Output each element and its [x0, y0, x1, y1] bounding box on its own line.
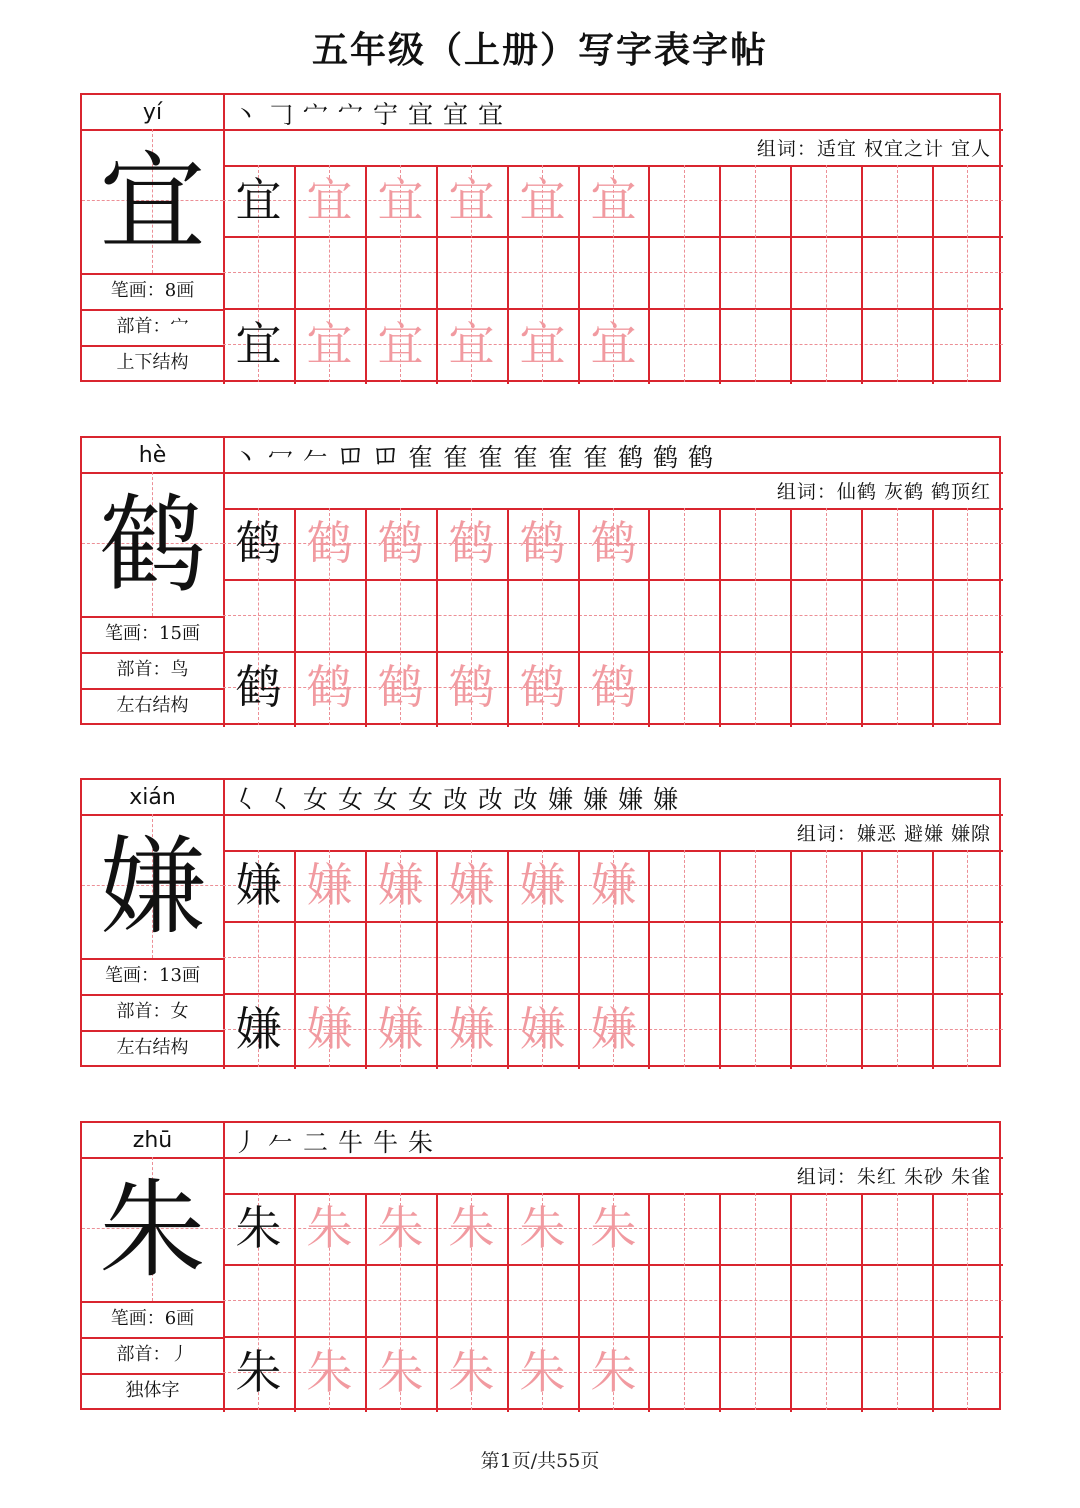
stroke-step: 妀 [442, 785, 468, 814]
word-examples: 组词：嫌恶 避嫌 嫌隙 [796, 823, 991, 845]
stroke-step: 牛 [337, 1128, 363, 1157]
trace-character: 朱 [377, 1201, 424, 1255]
stroke-step: 女 [407, 785, 433, 814]
trace-character: 嫌 [306, 1002, 353, 1056]
trace-character: 嫌 [377, 1002, 424, 1056]
stroke-step: 隺 [512, 443, 538, 472]
guide-line [897, 165, 898, 382]
character-block [80, 778, 1001, 1067]
trace-character: 嫌 [519, 1002, 566, 1056]
stroke-step: 朱 [407, 1128, 433, 1157]
stroke-order [228, 438, 718, 474]
guide-line [684, 508, 685, 725]
stroke-count: 笔画：6画 [110, 1308, 195, 1329]
trace-character: 朱 [590, 1201, 637, 1255]
character-block [80, 1121, 1001, 1410]
trace-character: 鹤 [448, 516, 495, 570]
guide-line [897, 508, 898, 725]
trace-character: 嫌 [377, 858, 424, 912]
guide-line [755, 508, 756, 725]
main-character: 鹤 [99, 484, 206, 607]
stroke-order [228, 1123, 438, 1159]
stroke-step: 隺 [442, 443, 468, 472]
guide-line [826, 508, 827, 725]
model-character: 朱 [235, 1201, 282, 1255]
trace-character: 嫌 [590, 1002, 637, 1056]
model-character: 朱 [235, 1345, 282, 1399]
stroke-step: 宀 [337, 100, 363, 129]
stroke-step: 妀 [477, 785, 503, 814]
stroke-step: 二 [302, 1128, 328, 1157]
trace-character: 宜 [377, 173, 424, 227]
trace-character: 宜 [448, 173, 495, 227]
model-character: 鹤 [235, 516, 282, 570]
guide-line [684, 165, 685, 382]
trace-character: 朱 [519, 1345, 566, 1399]
model-character: 宜 [235, 173, 282, 227]
trace-character: 嫌 [519, 858, 566, 912]
trace-character: 朱 [448, 1345, 495, 1399]
pinyin: zhū [132, 1128, 173, 1153]
stroke-step: 𡿨 [232, 785, 258, 814]
stroke-step: 宜 [407, 100, 433, 129]
grid-line [932, 850, 934, 1069]
guide-line [897, 1193, 898, 1410]
stroke-step: 丿 [232, 1128, 258, 1157]
trace-character: 鹤 [377, 660, 424, 714]
guide-line [826, 165, 827, 382]
character-block [80, 93, 1001, 382]
stroke-step: 宀 [302, 100, 328, 129]
structure: 上下结构 [116, 352, 189, 373]
trace-character: 宜 [306, 317, 353, 371]
pinyin: yí [142, 100, 163, 125]
stroke-step: 嫌 [652, 785, 678, 814]
stroke-step: 𠃌 [267, 100, 293, 129]
guide-line [897, 850, 898, 1067]
stroke-order [228, 95, 508, 131]
model-character: 嫌 [235, 858, 282, 912]
model-character: 鹤 [235, 660, 282, 714]
guide-line [684, 1193, 685, 1410]
stroke-step: 隺 [407, 443, 433, 472]
grid-line [719, 165, 721, 384]
structure: 左右结构 [116, 1037, 189, 1058]
grid-line [861, 165, 863, 384]
word-examples: 组词：朱红 朱砂 朱雀 [796, 1166, 991, 1188]
stroke-step: 𫩏 [372, 441, 398, 470]
trace-character: 嫌 [448, 1002, 495, 1056]
structure: 左右结构 [116, 695, 189, 716]
grid-line [861, 850, 863, 1069]
stroke-count: 笔画：13画 [105, 965, 200, 986]
stroke-count: 笔画：15画 [105, 623, 200, 644]
structure: 独体字 [125, 1380, 180, 1401]
trace-character: 朱 [448, 1201, 495, 1255]
trace-character: 宜 [590, 173, 637, 227]
pinyin: hè [138, 443, 167, 468]
stroke-step: 宁 [372, 100, 398, 129]
grid-line [932, 165, 934, 384]
stroke-step: 牛 [372, 1128, 398, 1157]
stroke-step: 鹤 [652, 443, 678, 472]
trace-character: 鹤 [306, 660, 353, 714]
trace-character: 朱 [306, 1345, 353, 1399]
grid-line [719, 850, 721, 1069]
guide-line [967, 1193, 968, 1410]
stroke-step: 隺 [477, 443, 503, 472]
main-character: 嫌 [99, 826, 206, 949]
guide-line [684, 850, 685, 1067]
trace-character: 朱 [519, 1201, 566, 1255]
word-examples: 组词：仙鹤 灰鹤 鹤顶红 [776, 481, 991, 503]
guide-line [755, 165, 756, 382]
stroke-step: 丶 [232, 443, 258, 472]
trace-character: 嫌 [448, 858, 495, 912]
guide-line [755, 1193, 756, 1410]
trace-character: 朱 [306, 1201, 353, 1255]
stroke-step: 嫌 [617, 785, 643, 814]
trace-character: 宜 [377, 317, 424, 371]
trace-character: 宜 [519, 317, 566, 371]
trace-character: 宜 [519, 173, 566, 227]
main-character: 朱 [99, 1169, 206, 1292]
guide-line [967, 850, 968, 1067]
radical: 部首：女 [116, 1001, 189, 1022]
stroke-step: 𠂉 [267, 1128, 293, 1157]
stroke-step: 鹤 [687, 443, 713, 472]
grid-line [932, 508, 934, 727]
radical: 部首：鸟 [116, 659, 189, 680]
page-title: 五年级（上册）写字表字帖 [311, 30, 768, 71]
grid-line [790, 165, 792, 384]
grid-line [932, 1193, 934, 1412]
trace-character: 嫌 [306, 858, 353, 912]
guide-line [755, 850, 756, 1067]
stroke-step: 嫌 [582, 785, 608, 814]
guide-line [826, 1193, 827, 1410]
guide-line [967, 165, 968, 382]
trace-character: 鹤 [306, 516, 353, 570]
stroke-step: 𠂉 [302, 443, 328, 472]
trace-character: 朱 [377, 1345, 424, 1399]
model-character: 嫌 [235, 1002, 282, 1056]
page-number: 第1页/共55页 [480, 1450, 600, 1472]
main-character: 宜 [99, 141, 206, 264]
stroke-step: 女 [372, 785, 398, 814]
stroke-step: 丶 [232, 100, 258, 129]
trace-character: 宜 [448, 317, 495, 371]
trace-character: 鹤 [590, 516, 637, 570]
stroke-step: 女 [337, 785, 363, 814]
stroke-step: 𫩏 [337, 441, 363, 470]
trace-character: 宜 [306, 173, 353, 227]
stroke-step: 鹤 [617, 443, 643, 472]
word-examples: 组词：适宜 权宜之计 宜人 [756, 138, 991, 160]
stroke-order [228, 780, 683, 816]
grid-line [719, 1193, 721, 1412]
stroke-step: 宜 [442, 100, 468, 129]
radical: 部首：丿 [116, 1344, 189, 1365]
grid-line [861, 508, 863, 727]
trace-character: 嫌 [590, 858, 637, 912]
grid-line [719, 508, 721, 727]
radical: 部首：宀 [116, 316, 189, 337]
stroke-step: 𡿨 [267, 785, 293, 814]
trace-character: 宜 [590, 317, 637, 371]
trace-character: 鹤 [377, 516, 424, 570]
grid-line [790, 508, 792, 727]
trace-character: 鹤 [519, 516, 566, 570]
trace-character: 鹤 [590, 660, 637, 714]
stroke-step: 冖 [267, 443, 293, 472]
pinyin: xián [129, 785, 176, 810]
guide-line [826, 850, 827, 1067]
stroke-step: 隺 [547, 443, 573, 472]
grid-line [790, 1193, 792, 1412]
stroke-step: 宜 [477, 100, 503, 129]
character-block [80, 436, 1001, 725]
stroke-step: 嫌 [547, 785, 573, 814]
grid-line [861, 1193, 863, 1412]
stroke-step: 妀 [512, 785, 538, 814]
stroke-step: 女 [302, 785, 328, 814]
grid-line [790, 850, 792, 1069]
guide-line [967, 508, 968, 725]
trace-character: 鹤 [519, 660, 566, 714]
trace-character: 朱 [590, 1345, 637, 1399]
stroke-step: 隺 [582, 443, 608, 472]
trace-character: 鹤 [448, 660, 495, 714]
model-character: 宜 [235, 317, 282, 371]
stroke-count: 笔画：8画 [110, 280, 195, 301]
